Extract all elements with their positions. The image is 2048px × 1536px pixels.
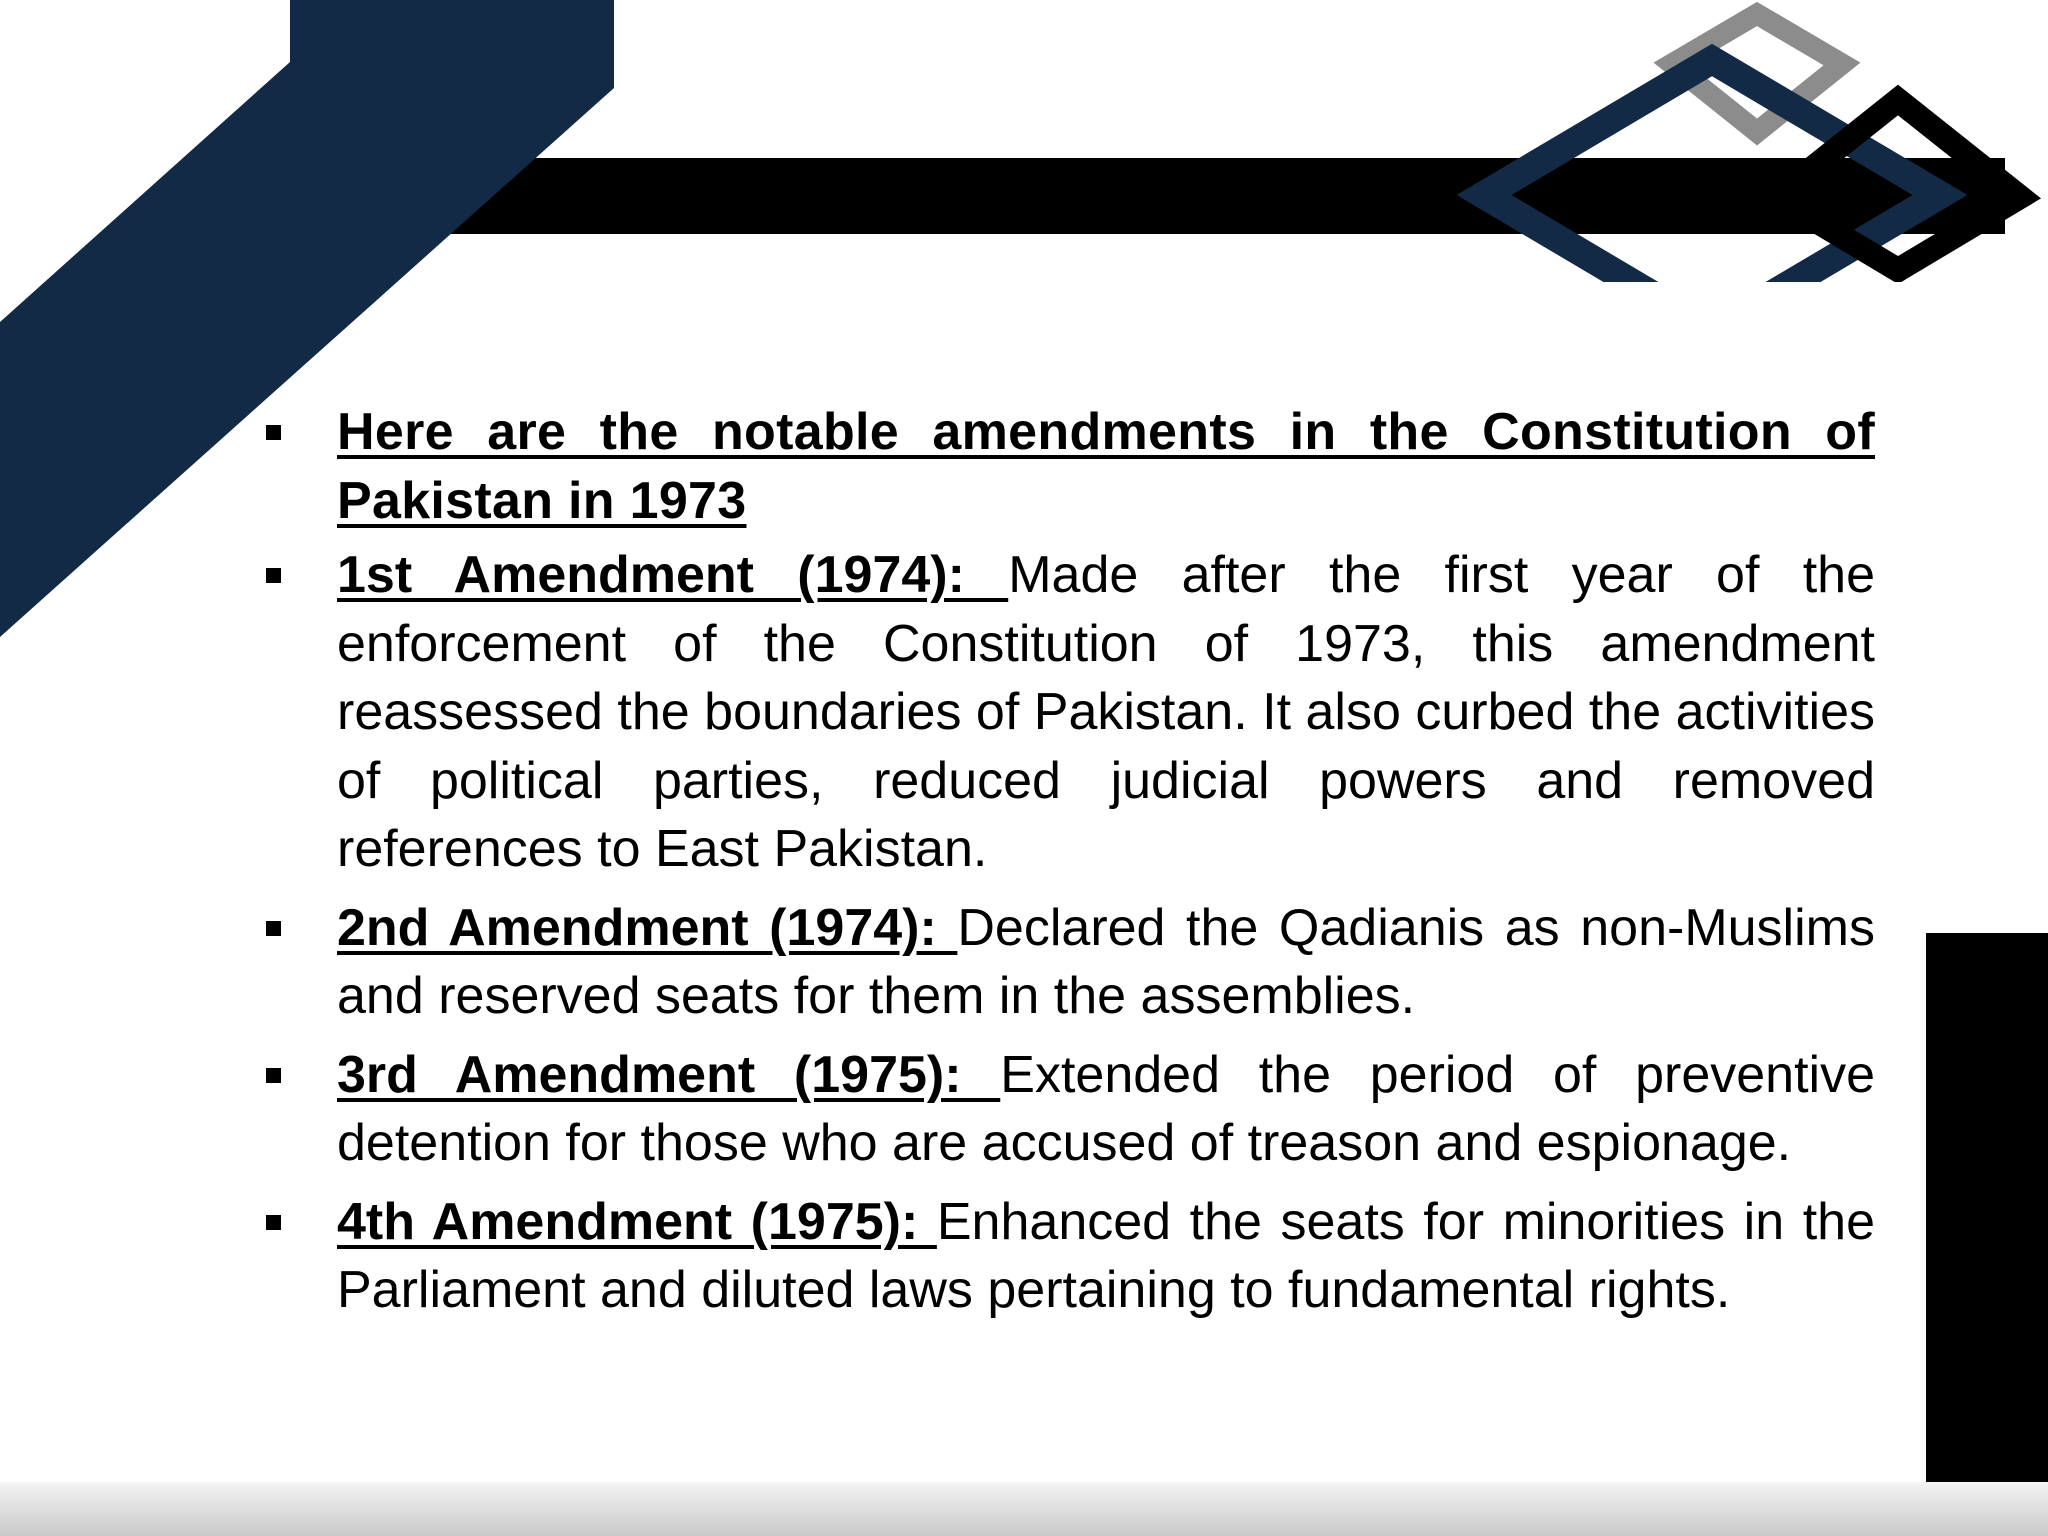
square-bullet-icon [266, 568, 281, 583]
square-bullet-icon [266, 1215, 281, 1230]
amendment-text: Declared the Qadianis as non-Muslims and reserved seats for them in the assemblies. [337, 898, 1875, 1025]
amendment-text: Made after the first year of the enforcement of the Constitution of 1973, this amendment reassessed the boundaries of Pakistan. It also curbed the activities of political parties, reduced judicial powers and removed references to East Pakistan. [337, 546, 1876, 878]
list-item-heading [255, 398, 1875, 535]
amendment-title: 1st Amendment (1974): [337, 546, 1009, 604]
slide-heading: Here are the notable amendments in the Constitution of Pakistan in 1973 [337, 403, 1875, 530]
right-side-block [1926, 933, 2048, 1536]
amendment-text: Extended the period of preventive detention for those who are accused of treason and espionage. [337, 1045, 1876, 1172]
amendment-text: Enhanced the seats for minorities in the Parliament and diluted laws pertaining to fundamental rights. [337, 1192, 1875, 1319]
list-item-amendment-3 [255, 1041, 1875, 1178]
bottom-band [0, 1482, 2048, 1536]
list-item-amendment-1 [255, 541, 1875, 884]
amendments-list [255, 398, 1875, 1325]
amendment-title: 2nd Amendment (1974): [337, 898, 958, 957]
list-item-amendment-2 [255, 894, 1875, 1031]
amendment-title: 4th Amendment (1975): [337, 1192, 937, 1251]
list-item-amendment-4 [255, 1188, 1875, 1325]
square-bullet-icon [266, 1068, 281, 1083]
square-bullet-icon [266, 921, 281, 936]
slide-content [255, 398, 1875, 1335]
square-bullet-icon [266, 425, 281, 440]
amendment-title: 3rd Amendment (1975): [337, 1045, 1001, 1104]
header-clip [1450, 282, 2048, 372]
